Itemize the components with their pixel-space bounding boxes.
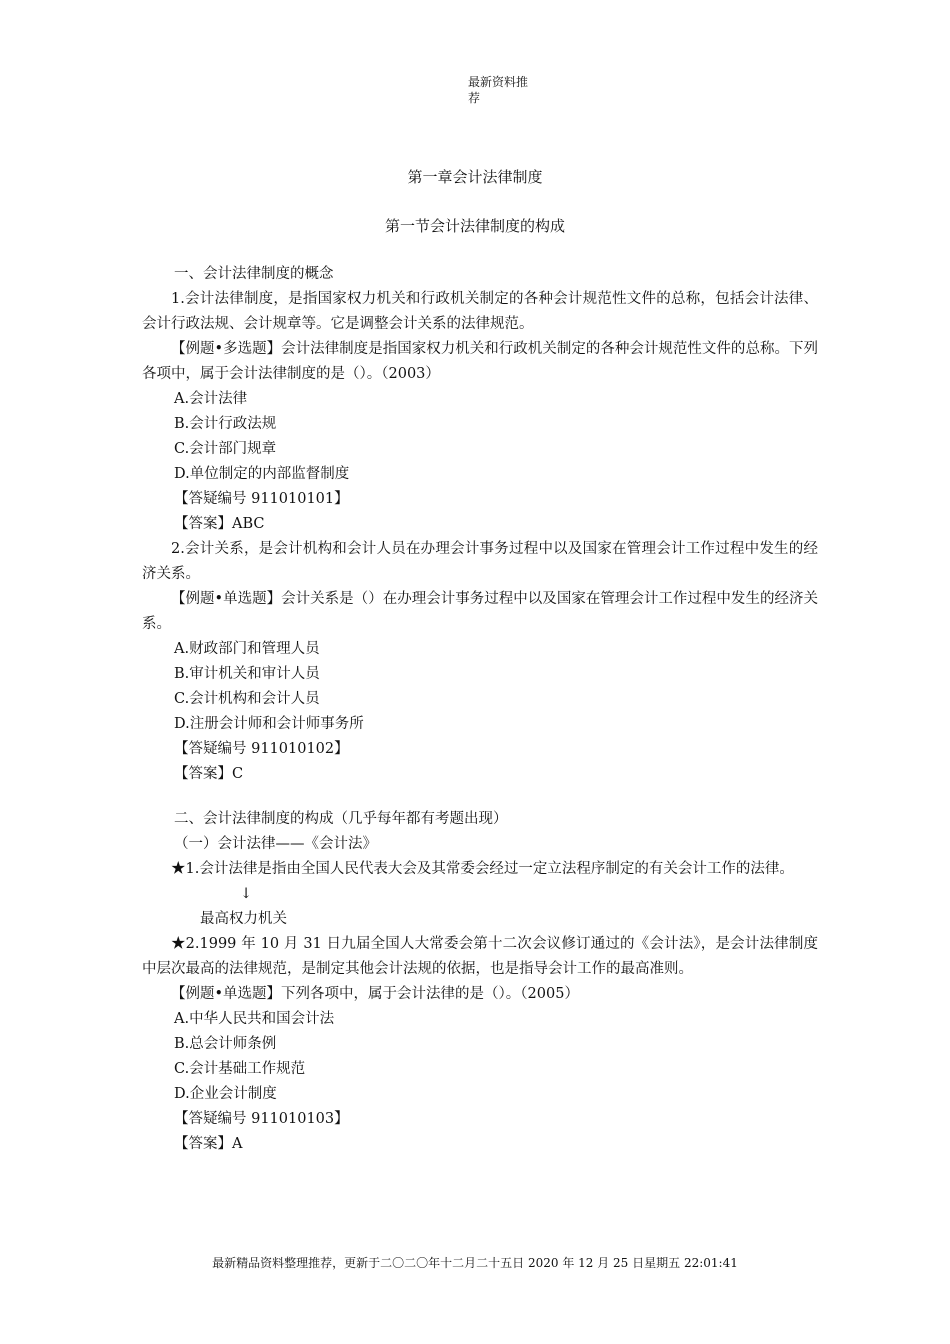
part2-paragraph-1: ★1.会计法律是指由全国人民代表大会及其常委会经过一定立法程序制定的有关会计工作的法律。	[171, 861, 794, 877]
highest-power-label: 最高权力机关	[200, 911, 287, 927]
part1-paragraph-2: 2.会计关系，是会计机构和会计人员在办理会计事务过程中以及国家在管理会计工作过程中发生的经济关系。	[142, 541, 818, 582]
question-1-option-c: C.会计部门规章	[174, 441, 277, 457]
question-3-option-d: D.企业会计制度	[174, 1086, 277, 1102]
question-3-answer: 【答案】A	[174, 1136, 243, 1152]
question-1-stem: 【例题•多选题】会计法律制度是指国家权力机关和行政机关制定的各种会计规范性文件的总称。下列各项中，属于会计法律制度的是（）。（2003）	[142, 341, 818, 382]
question-2-option-d: D.注册会计师和会计师事务所	[174, 716, 364, 732]
part2-subheading: （一）会计法律——《会计法》	[174, 836, 377, 852]
footer-note: 最新精品资料整理推荐，更新于二〇二〇年十二月二十五日 2020 年 12 月 25 日星期五 22:01:41	[212, 1256, 738, 1270]
question-1-option-d: D.单位制定的内部监督制度	[174, 466, 350, 482]
document-body	[142, 262, 818, 1157]
part2-heading: 二、会计法律制度的构成（几乎每年都有考题出现）	[174, 811, 508, 827]
spacer	[142, 787, 818, 807]
question-3-option-b: B.总会计师条例	[174, 1036, 277, 1052]
question-1-option-a: A.会计法律	[174, 391, 248, 407]
part1-paragraph-1: 1.会计法律制度，是指国家权力机关和行政机关制定的各种会计规范性文件的总称，包括会计法律、会计行政法规、会计规章等。它是调整会计关系的法律规范。	[142, 291, 818, 332]
question-3-stem: 【例题•单选题】下列各项中，属于会计法律的是（）。（2005）	[171, 986, 579, 1002]
question-2-option-b: B.审计机关和审计人员	[174, 666, 320, 682]
chapter-title: 第一章会计法律制度	[407, 168, 543, 186]
part1-heading: 一、会计法律制度的概念	[174, 266, 334, 282]
question-1-code: 【答疑编号 911010101】	[174, 491, 349, 507]
question-2-answer: 【答案】C	[174, 766, 244, 782]
question-1-answer: 【答案】ABC	[174, 516, 265, 532]
down-arrow-icon: ↓	[240, 886, 253, 902]
question-3-option-a: A.中华人民共和国会计法	[174, 1011, 335, 1027]
question-3-option-c: C.会计基础工作规范	[174, 1061, 306, 1077]
section-title: 第一节会计法律制度的构成	[384, 217, 565, 235]
question-2-stem: 【例题•单选题】会计关系是（）在办理会计事务过程中以及国家在管理会计工作过程中发生的经济关系。	[142, 591, 818, 632]
question-1-option-b: B.会计行政法规	[174, 416, 277, 432]
question-2-option-c: C.会计机构和会计人员	[174, 691, 320, 707]
part2-paragraph-2: ★2.1999 年 10 月 31 日九届全国人大常委会第十二次会议修订通过的《会计法》，是会计法律制度中层次最高的法律规范，是制定其他会计法规的依据，也是指导会计工作的最高准则。	[142, 936, 818, 977]
question-2-option-a: A.财政部门和管理人员	[174, 641, 320, 657]
header-note: 最新资料推荐	[468, 75, 529, 105]
question-3-code: 【答疑编号 911010103】	[174, 1111, 349, 1127]
question-2-code: 【答疑编号 911010102】	[174, 741, 349, 757]
